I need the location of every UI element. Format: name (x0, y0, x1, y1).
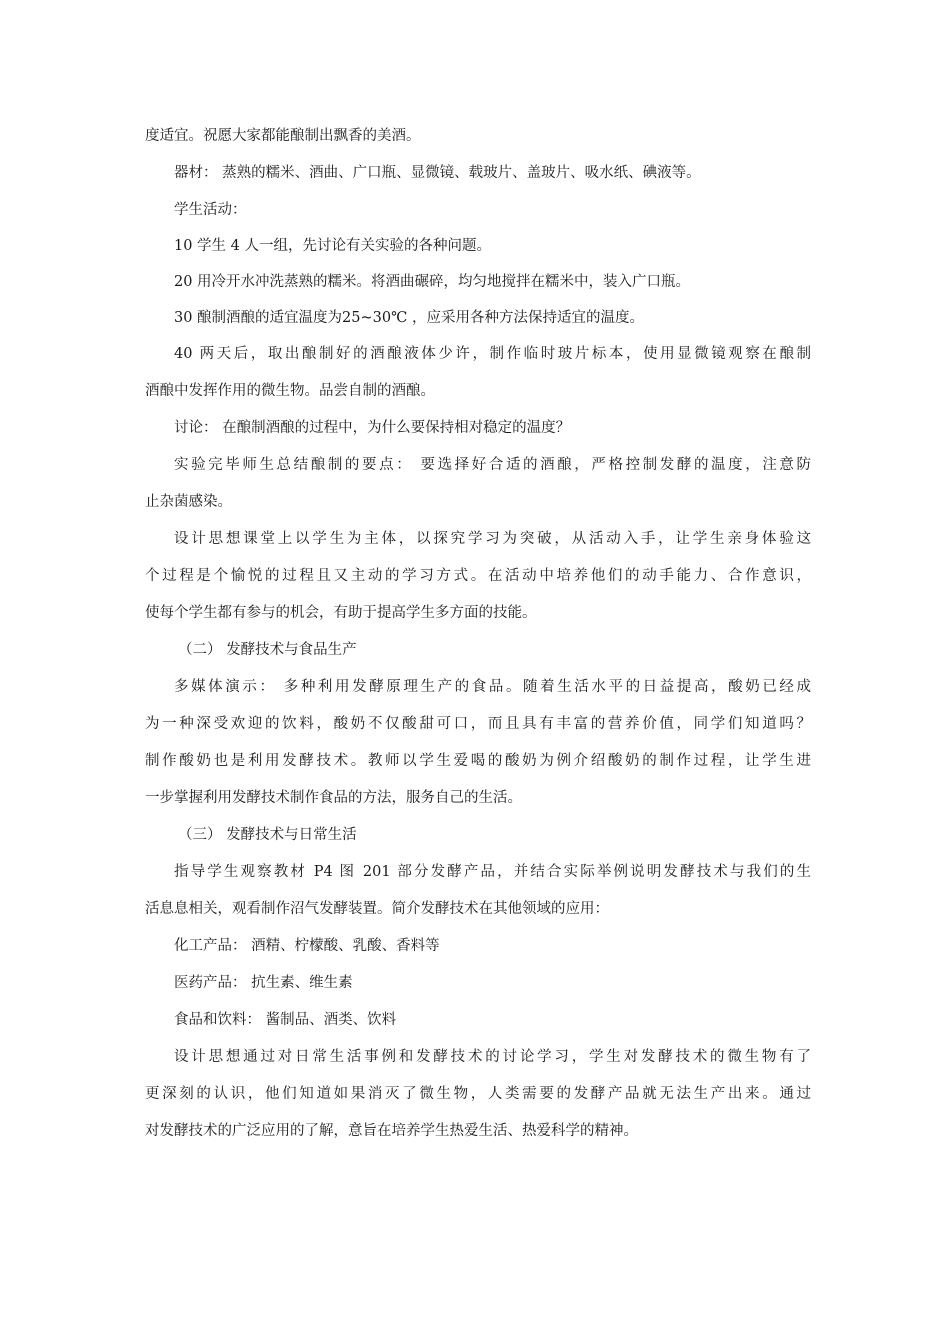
design-idea-1-end: 使每个学生都有参与的机会，有助于提高学生多方面的技能。 (145, 605, 537, 621)
step-2: 20 用冷开水冲洗蒸熟的糯米。将酒曲碾碎，均匀地搅拌在糯米中，装入广口瓶。 (174, 274, 691, 290)
section-heading-2: （二） 发酵技术与食品生产 (178, 642, 357, 658)
activity-heading: 学生活动： (174, 202, 247, 218)
step-4: 40 两天后，取出酿制好的酒酿液体少许，制作临时玻片标本，使用显微镜观察在酿制 (174, 346, 811, 362)
step-1: 10 学生 4 人一组，先讨论有关实验的各种问题。 (174, 238, 492, 254)
design-idea-2-end: 对发酵技术的广泛应用的了解，意旨在培养学生热爱生活、热爱科学的精神。 (145, 1123, 638, 1139)
design-idea-2: 设计思想通过对日常生活事例和发酵技术的讨论学习，学生对发酵技术的微生物有了 (174, 1049, 811, 1065)
guidance-cont: 活息息相关，观看制作沼气发酵装置。简介发酵技术在其他领域的应用： (145, 901, 609, 917)
multimedia-end: 一步掌握利用发酵技术制作食品的方法，服务自己的生活。 (145, 790, 522, 806)
discussion-line: 讨论： 在酿制酒酿的过程中，为什么要保持相对稳定的温度？ (174, 420, 571, 436)
paragraph-line: 度适宜。祝愿大家都能酿制出飘香的美酒。 (145, 128, 421, 144)
step-4-cont: 酒酿中发挥作用的微生物。品尝自制的酒酿。 (145, 383, 435, 399)
step-3: 30 酿制酒酿的适宜温度为25~30℃ ，应采用各种方法保持适宜的温度。 (174, 310, 644, 326)
guidance-line: 指导学生观察教材 P4 图 201 部分发酵产品，并结合实际举例说明发酵技术与我们的生 (174, 864, 811, 880)
multimedia-cont-1: 为一种深受欢迎的饮料，酸奶不仅酸甜可口，而且具有丰富的营养价值，同学们知道吗？ (145, 716, 811, 732)
design-idea-1: 设计思想课堂上以学生为主体，以探究学习为突破，从活动入手，让学生亲身体验这 (174, 531, 811, 547)
food-drinks: 食品和饮料： 酱制品、酒类、饮料 (174, 1012, 397, 1028)
multimedia-cont-2: 制作酸奶也是利用发酵技术。教师以学生爱喝的酸奶为例介绍酸奶的制作过程，让学生进 (145, 753, 811, 769)
materials-line: 器材： 蒸熟的糯米、酒曲、广口瓶、显微镜、载玻片、盖玻片、吸水纸、碘液等。 (174, 165, 701, 181)
section-heading-3: （三） 发酵技术与日常生活 (178, 827, 357, 843)
medical-products: 医药产品： 抗生素、维生素 (174, 975, 353, 991)
summary-line: 实验完毕师生总结酿制的要点： 要选择好合适的酒酿，严格控制发酵的温度，注意防 (174, 457, 811, 473)
multimedia-line: 多媒体演示： 多种利用发酵原理生产的食品。随着生活水平的日益提高，酸奶已经成 (174, 679, 811, 695)
design-idea-1-cont: 个过程是个愉悦的过程且又主动的学习方式。在活动中培养他们的动手能力、合作意识， (145, 568, 811, 584)
design-idea-2-cont: 更深刻的认识，他们知道如果消灭了微生物，人类需要的发酵产品就无法生产出来。通过 (145, 1086, 811, 1102)
summary-cont: 止杂菌感染。 (145, 494, 232, 510)
chemical-products: 化工产品： 酒精、柠檬酸、乳酸、香料等 (174, 938, 440, 954)
